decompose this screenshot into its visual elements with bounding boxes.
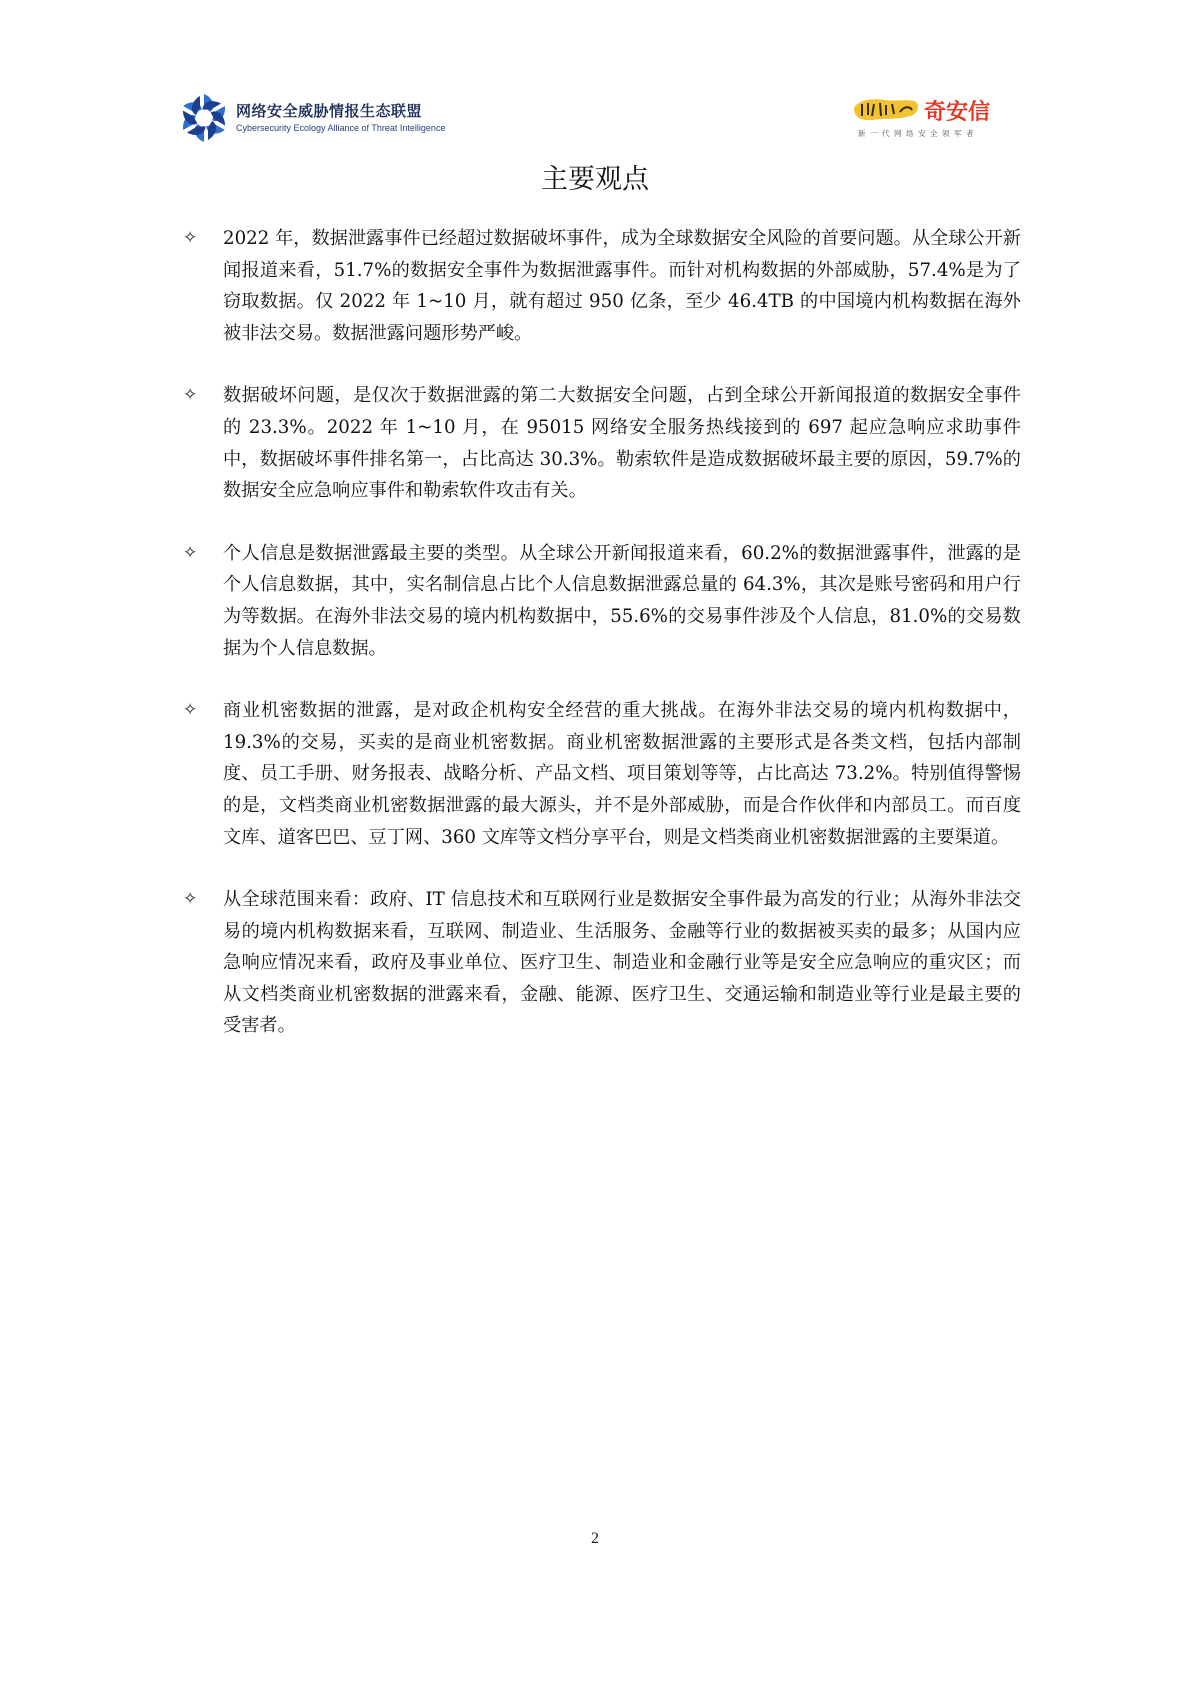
brand-header xyxy=(850,94,1020,144)
key-points-list xyxy=(183,223,1021,1073)
white-four-pointed-star-icon: ✧ xyxy=(183,385,198,406)
alliance-subtitle: Cybersecurity Ecology Alliance of Threat Intelligence xyxy=(236,123,446,133)
white-four-pointed-star-icon: ✧ xyxy=(183,228,198,248)
alliance-header xyxy=(178,92,478,148)
key-point-2 xyxy=(183,380,1021,506)
key-point-4 xyxy=(183,695,1021,853)
key-point-1 xyxy=(183,223,1021,349)
page-number: 2 xyxy=(591,1530,599,1547)
brand-slogan: 新一代网络安全领军者 xyxy=(858,129,978,138)
key-point-text: 数据破坏问题，是仅次于数据泄露的第二大数据安全问题，占到全球公开新闻报道的数据安全事件的 23.3%。2022 年 1~10 月，在 95015 网络安全服务热线接到的 697 起应急响应求助事件中，数据破坏事件排名第一，占比高达 30.3%。勒索软件是造成数据破坏最主要的原因，59.7%的数据安全应急响应事件和勒索软件攻击有关。 xyxy=(223,385,1021,502)
key-point-text: 2022 年，数据泄露事件已经超过数据破坏事件，成为全球数据安全风险的首要问题。从全球公开新闻报道来看，51.7%的数据安全事件为数据泄露事件。而针对机构数据的外部威胁，57.4%是为了窃取数据。仅 2022 年 1~10 月，就有超过 950 亿条，至少 46.4TB 的中国境内机构数据在海外被非法交易。数据泄露问题形势严峻。 xyxy=(223,228,1021,344)
key-point-3 xyxy=(183,538,1021,664)
page-title: 主要观点 xyxy=(541,164,649,195)
alliance-pinwheel-logo-icon xyxy=(178,92,230,144)
white-four-pointed-star-icon: ✧ xyxy=(183,700,198,721)
white-four-pointed-star-icon: ✧ xyxy=(183,542,198,563)
key-point-text: 个人信息是数据泄露最主要的类型。从全球公开新闻报道来看，60.2%的数据泄露事件，泄露的是个人信息数据，其中，实名制信息占比个人信息数据泄露总量的 64.3%，其次是账号密码和用户行为等数据。在海外非法交易的境内机构数据中，55.6%的交易事件涉及个人信息，81.0%的交易数据为个人信息数据。 xyxy=(223,542,1021,659)
qianxin-brush-logo-icon xyxy=(850,94,922,124)
alliance-name: 网络安全威胁情报生态联盟 xyxy=(236,102,423,120)
key-point-text: 商业机密数据的泄露，是对政企机构安全经营的重大挑战。在海外非法交易的境内机构数据中，19.3%的交易，买卖的是商业机密数据。商业机密数据泄露的主要形式是各类文档，包括内部制度、员工手册、财务报表、战略分析、产品文档、项目策划等等，占比高达 73.2%。特别值得警惕的是，文档类商业机密数据泄露的最大源头，并不是外部威胁，而是合作伙伴和内部员工。而百度文库、道客巴巴、豆丁网、360 文库等文档分享平台，则是文档类商业机密数据泄露的主要渠道。 xyxy=(223,700,1021,848)
key-point-5 xyxy=(183,884,1021,1042)
key-point-text: 从全球范围来看：政府、IT 信息技术和互联网行业是数据安全事件最为高发的行业；从海外非法交易的境内机构数据来看，互联网、制造业、生活服务、金融等行业的数据被买卖的最多；从国内应急响应情况来看，政府及事业单位、医疗卫生、制造业和金融行业等是安全应急响应的重灾区；而从文档类商业机密数据的泄露来看，金融、能源、医疗卫生、交通运输和制造业等行业是最主要的受害者。 xyxy=(223,889,1021,1037)
white-four-pointed-star-icon: ✧ xyxy=(183,889,198,910)
brand-name: 奇安信 xyxy=(924,100,991,125)
